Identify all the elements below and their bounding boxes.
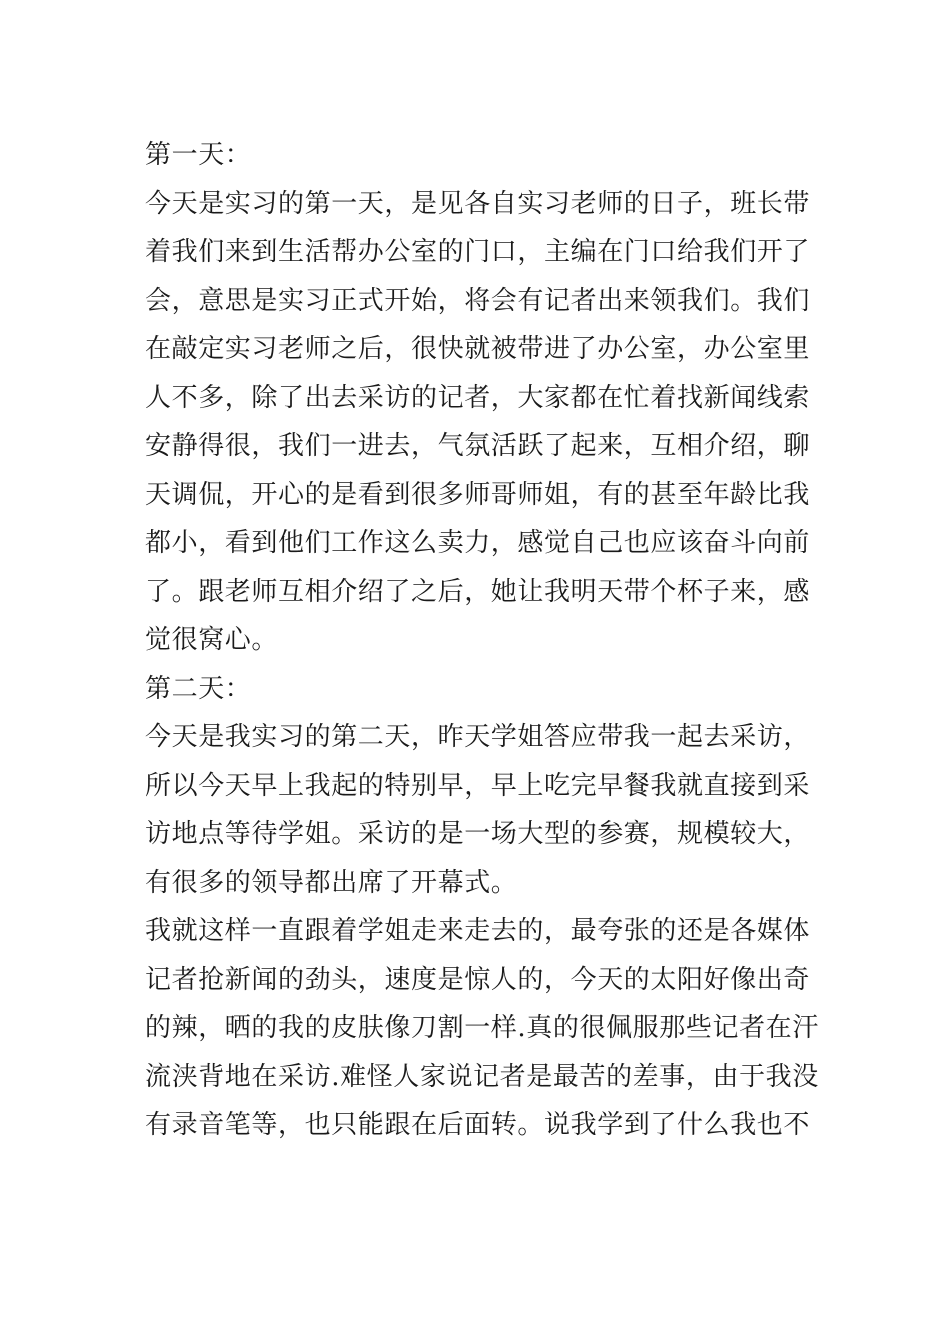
text-line: 所以今天早上我起的特别早，早上吃完早餐我就直接到采 bbox=[145, 770, 811, 801]
text-line: 在敲定实习老师之后，很快就被带进了办公室，办公室里 bbox=[145, 334, 811, 364]
text-line: 记者抢新闻的劲头，速度是惊人的，今天的太阳好像出奇 bbox=[145, 964, 811, 995]
text-line: 着我们来到生活帮办公室的门口，主编在门口给我们开了 bbox=[145, 237, 811, 267]
text-line: 天调侃，开心的是看到很多师哥师姐，有的甚至年龄比我 bbox=[145, 479, 811, 510]
text-line: 觉很窝心。 bbox=[145, 625, 279, 655]
text-line: 人不多，除了出去采访的记者，大家都在忙着找新闻线索 bbox=[145, 382, 811, 413]
text-line: 了。跟老师互相介绍了之后，她让我明天带个杯子来，感 bbox=[145, 576, 811, 607]
document-body bbox=[145, 131, 819, 1150]
text-line: 今天是我实习的第二天，昨天学姐答应带我一起去采访， bbox=[145, 722, 811, 752]
text-line: 的辣，晒的我的皮肤像刀割一样.真的很佩服那些记者在汗 bbox=[145, 1013, 819, 1043]
text-line: 我就这样一直跟着学姐走来走去的，最夸张的还是各媒体 bbox=[145, 916, 811, 946]
text-line: 会，意思是实习正式开始，将会有记者出来领我们。我们 bbox=[145, 285, 811, 316]
heading-day-two: 第二天： bbox=[145, 673, 252, 704]
text-line: 有很多的领导都出席了开幕式。 bbox=[145, 867, 518, 898]
text-line: 流浃背地在采访.难怪人家说记者是最苦的差事，由于我没 bbox=[145, 1061, 819, 1092]
text-line: 今天是实习的第一天，是见各自实习老师的日子，班长带 bbox=[145, 188, 811, 219]
text-line: 访地点等待学姐。采访的是一场大型的参赛，规模较大， bbox=[145, 819, 811, 849]
text-line: 安静得很，我们一进去，气氛活跃了起来，互相介绍，聊 bbox=[145, 431, 811, 461]
text-line: 都小，看到他们工作这么卖力，感觉自己也应该奋斗向前 bbox=[145, 528, 811, 558]
text-line: 有录音笔等，也只能跟在后面转。说我学到了什么我也不 bbox=[145, 1110, 811, 1140]
heading-day-one: 第一天： bbox=[145, 140, 252, 170]
